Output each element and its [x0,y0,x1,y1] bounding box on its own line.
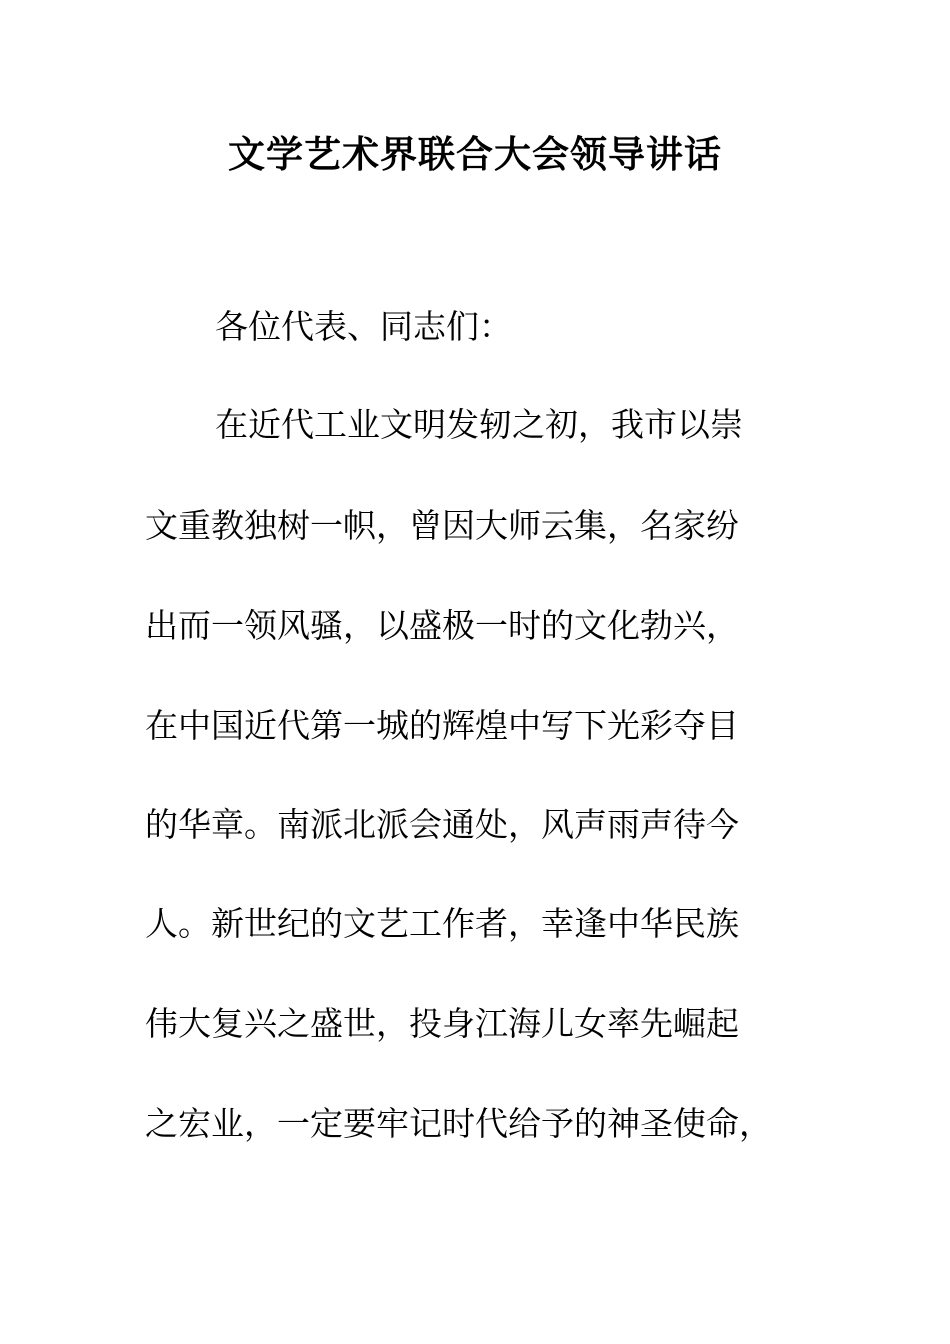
body-line: 伟大复兴之盛世，投身江海儿女率先崛起 [145,1004,739,1043]
body-line: 之宏业，一定要牢记时代给予的神圣使命， [145,1104,772,1143]
body-line: 的华章。南派北派会通处，风声雨声待今 [145,805,739,844]
body-line: 出而一领风骚，以盛极一时的文化勃兴， [145,606,739,645]
body-line: 在近代工业文明发轫之初，我市以崇 [215,405,743,444]
document-title: 文学艺术界联合大会领导讲话 [228,132,722,176]
body-line: 文重教独树一帜，曾因大师云集，名家纷 [145,506,739,545]
body-line: 在中国近代第一城的辉煌中写下光彩夺目 [145,706,739,745]
salutation: 各位代表、同志们： [215,307,512,346]
body-line: 人。新世纪的文艺工作者，幸逢中华民族 [145,904,739,943]
